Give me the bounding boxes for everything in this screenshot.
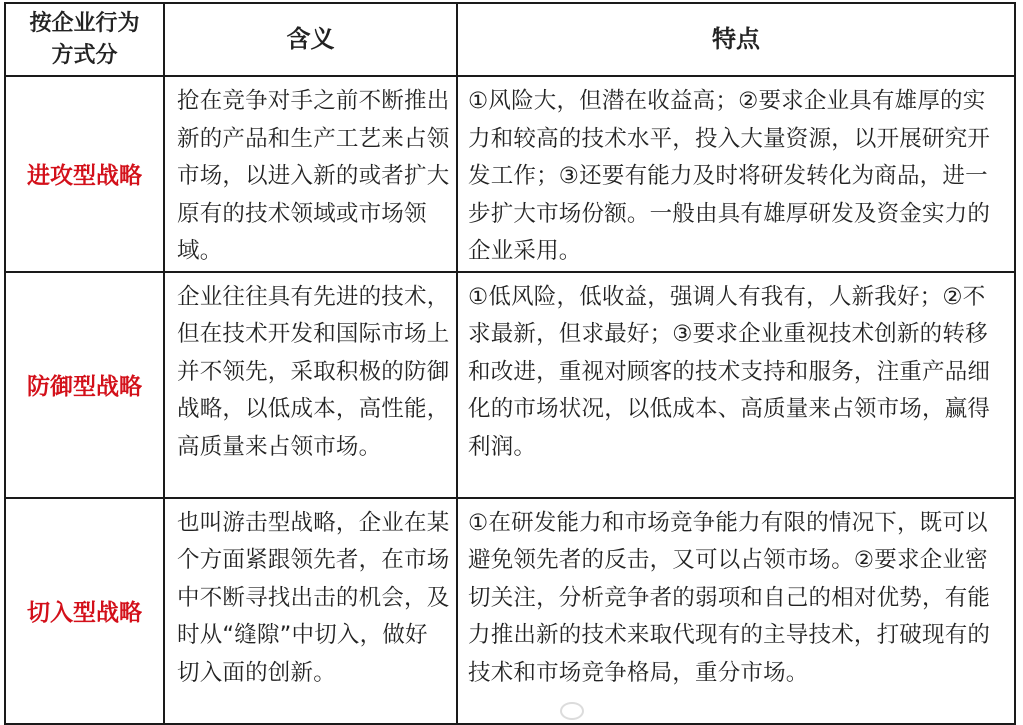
table-row bbox=[5, 76, 1015, 272]
strategy-type: 进攻型战略 bbox=[5, 76, 164, 272]
table-row bbox=[5, 272, 1015, 498]
table-row bbox=[5, 498, 1015, 724]
strategy-type: 切入型战略 bbox=[5, 498, 164, 724]
strategy-type: 防御型战略 bbox=[5, 272, 164, 498]
strategy-features: ①低风险，低收益，强调人有我有，人新我好；②不求最新，但求最好；③要求企业重视技术创新的转移和改进，重视对顾客的技术支持和服务，注重产品细化的市场状况，以低成本、高质量来占领市场，赢得利润。 bbox=[457, 272, 1015, 498]
strategy-meaning: 也叫游击型战略，企业在某个方面紧跟领先者，在市场中不断寻找出击的机会，及时从“缝隙”中切入，做好切入面的创新。 bbox=[164, 498, 457, 724]
header-features: 特点 bbox=[457, 3, 1015, 76]
header-meaning: 含义 bbox=[164, 3, 457, 76]
watermark bbox=[560, 700, 592, 721]
header-row bbox=[5, 3, 1015, 76]
strategy-meaning: 企业往往具有先进的技术，但在技术开发和国际市场上并不领先，采取积极的防御战略，以低成本，高性能，高质量来占领市场。 bbox=[164, 272, 457, 498]
strategy-meaning: 抢在竞争对手之前不断推出新的产品和生产工艺来占领市场，以进入新的或者扩大原有的技术领域或市场领域。 bbox=[164, 76, 457, 272]
weibo-icon bbox=[560, 702, 584, 720]
strategy-table bbox=[4, 2, 1016, 725]
header-type: 按企业行为 方式分 bbox=[5, 3, 164, 76]
strategy-features: ①在研发能力和市场竞争能力有限的情况下，既可以避免领先者的反击，又可以占领市场。②要求企业密切关注，分析竞争者的弱项和自己的相对优势，有能力推出新的技术来取代现有的主导技术，打破现有的技术和市场竞争格局，重分市场。 bbox=[457, 498, 1015, 724]
strategy-features: ①风险大，但潜在收益高；②要求企业具有雄厚的实力和较高的技术水平，投入大量资源，以开展研究开发工作；③还要有能力及时将研发转化为商品，进一步扩大市场份额。一般由具有雄厚研发及资金实力的企业采用。 bbox=[457, 76, 1015, 272]
